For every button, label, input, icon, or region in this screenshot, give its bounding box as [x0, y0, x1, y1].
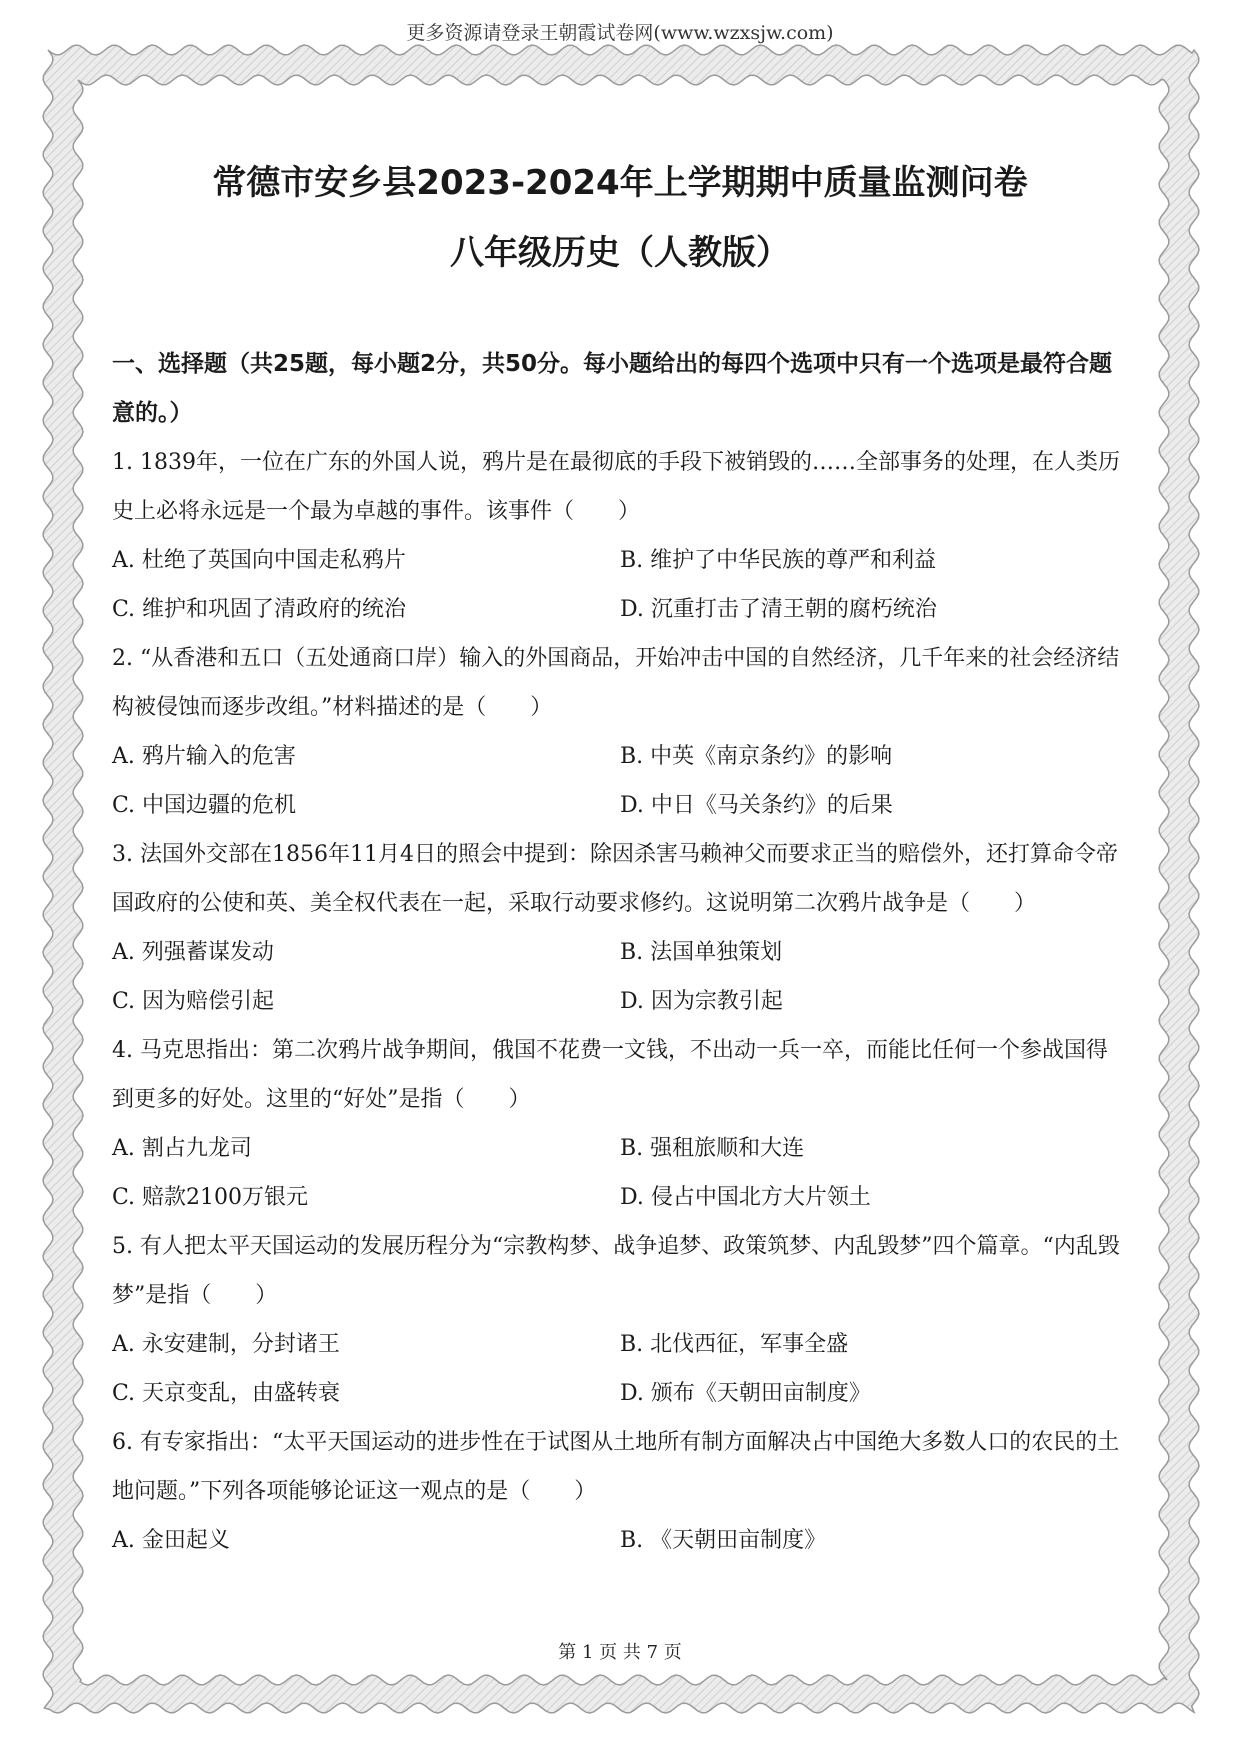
question-text: 1. 1839年，一位在广东的外国人说，鸦片是在最彻底的手段下被销毁的……全部事务的处理，在人类历史上必将永远是一个最为卓越的事件。该事件（ ）	[112, 450, 1120, 524]
answer-option: B. 维护了中华民族的尊严和利益	[620, 548, 937, 573]
question-text: 3. 法国外交部在1856年11月4日的照会中提到：除因杀害马赖神父而要求正当的赔偿外，还打算命令帝国政府的公使和英、美全权代表在一起，采取行动要求修约。这说明第二次鸦片战争是（ ）	[112, 842, 1118, 916]
option-group	[112, 1516, 1128, 1565]
source-banner: 更多资源请登录王朝霞试卷网(www.wzxsjw.com)	[406, 22, 834, 44]
answer-option: A. 杜绝了英国向中国走私鸦片	[112, 548, 406, 573]
question-6	[112, 1418, 1128, 1565]
answer-option: A. 割占九龙司	[112, 1136, 252, 1161]
option-group	[112, 1320, 1128, 1418]
answer-option: C. 因为赔偿引起	[112, 989, 275, 1014]
option-group	[112, 928, 1128, 1026]
exam-page	[112, 150, 1128, 1565]
answer-option: C. 中国边疆的危机	[112, 793, 297, 818]
answer-option: C. 天京变乱，由盛转衰	[112, 1381, 341, 1406]
answer-option: D. 侵占中国北方大片领土	[620, 1185, 871, 1210]
answer-option: A. 永安建制，分封诸王	[112, 1332, 340, 1357]
answer-option: D. 颁布《天朝田亩制度》	[620, 1381, 871, 1406]
page-number: 第 1 页 共 7 页	[558, 1642, 682, 1663]
answer-option: D. 因为宗教引起	[620, 989, 783, 1014]
answer-option: C. 赔款2100万银元	[112, 1185, 309, 1210]
answer-option: C. 维护和巩固了清政府的统治	[112, 597, 407, 622]
section-heading: 一、选择题（共25题，每小题2分，共50分。每小题给出的每四个选项中只有一个选项是最符合题意的。）	[112, 351, 1113, 426]
answer-option: B. 北伐西征，军事全盛	[620, 1332, 849, 1357]
question-list	[112, 438, 1128, 1565]
answer-option: A. 金田起义	[112, 1528, 230, 1553]
answer-option: D. 沉重打击了清王朝的腐朽统治	[620, 597, 937, 622]
answer-option: A. 列强蓄谋发动	[112, 940, 274, 965]
page-title: 常德市安乡县2023-2024年上学期期中质量监测问卷	[212, 163, 1028, 203]
page-subtitle: 八年级历史（人教版）	[450, 233, 790, 273]
answer-option: B. 中英《南京条约》的影响	[620, 744, 893, 769]
question-text: 4. 马克思指出：第二次鸦片战争期间，俄国不花费一文钱，不出动一兵一卒，而能比任何一个参战国得到更多的好处。这里的“好处”是指（ ）	[112, 1038, 1108, 1112]
question-2	[112, 634, 1128, 830]
question-text: 2. “从香港和五口（五处通商口岸）输入的外国商品，开始冲击中国的自然经济，几千年来的社会经济结构被侵蚀而逐步改组。”材料描述的是（ ）	[112, 646, 1120, 720]
answer-option: B. 强租旅顺和大连	[620, 1136, 805, 1161]
question-1	[112, 438, 1128, 634]
question-5	[112, 1222, 1128, 1418]
question-text: 5. 有人把太平天国运动的发展历程分为“宗教构梦、战争追梦、政策筑梦、内乱毁梦”四个篇章。“内乱毁梦”是指（ ）	[112, 1234, 1120, 1308]
answer-option: B. 法国单独策划	[620, 940, 783, 965]
question-text: 6. 有专家指出：“太平天国运动的进步性在于试图从土地所有制方面解决占中国绝大多数人口的农民的土地问题。”下列各项能够论证这一观点的是（ ）	[112, 1430, 1120, 1504]
answer-option: D. 中日《马关条约》的后果	[620, 793, 893, 818]
answer-option: B. 《天朝田亩制度》	[620, 1528, 827, 1553]
question-4	[112, 1026, 1128, 1222]
question-3	[112, 830, 1128, 1026]
answer-option: A. 鸦片输入的危害	[112, 744, 296, 769]
option-group	[112, 732, 1128, 830]
option-group	[112, 536, 1128, 634]
option-group	[112, 1124, 1128, 1222]
